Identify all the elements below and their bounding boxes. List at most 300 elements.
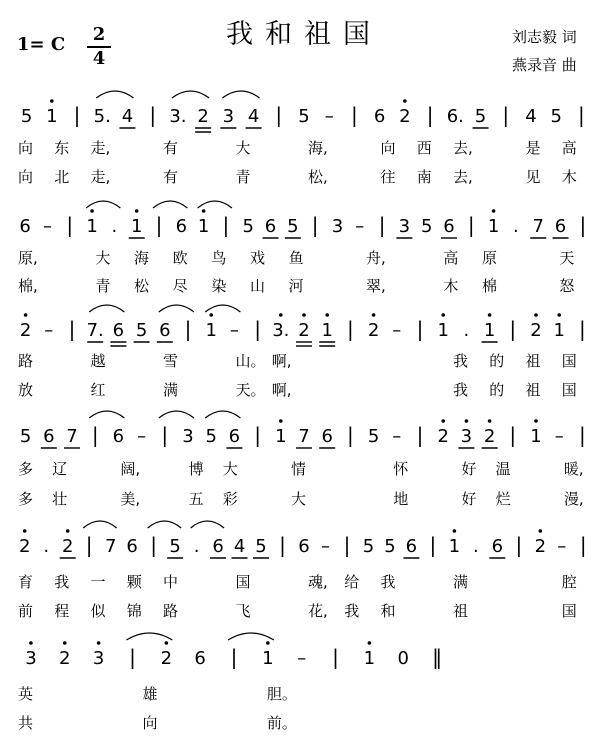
lyric-verse1: 向	[380, 139, 396, 157]
lyric-verse2: 松	[134, 277, 150, 295]
lyric-verse1: 我	[453, 352, 469, 370]
barline: |	[579, 533, 587, 557]
slur	[228, 633, 274, 640]
key-signature: 1= C	[17, 34, 66, 55]
barline: |	[311, 213, 319, 237]
octave-dot	[24, 313, 28, 317]
note: 2	[298, 320, 310, 341]
note: 5.	[93, 106, 111, 127]
note: 3	[222, 106, 235, 127]
note: 5	[362, 536, 375, 557]
lyric-verse1: 高	[443, 249, 459, 267]
lyric-verse2: 花,	[308, 602, 328, 620]
octave-dot	[488, 419, 492, 423]
lyric-verse2: 大	[290, 490, 306, 508]
lyric-verse2: 锦	[126, 602, 142, 620]
lyric-verse1: 欧	[172, 249, 188, 267]
lyric-verse2: 和	[380, 602, 396, 620]
note: 4	[247, 106, 260, 127]
slur	[172, 91, 209, 98]
octave-dot	[302, 313, 306, 317]
barline: |	[579, 213, 587, 237]
note: –	[320, 536, 330, 557]
barline: |	[129, 645, 136, 669]
lyric-verse1: 国	[235, 573, 251, 591]
note: 2	[160, 648, 173, 669]
lyric-verse2: 向	[18, 168, 34, 186]
lyric-verse1: 胆。	[266, 685, 297, 703]
note: 7.	[86, 320, 104, 341]
lyric-verse1: 走,	[90, 139, 111, 157]
barline: |	[579, 317, 586, 341]
slur	[89, 411, 124, 418]
barline: |	[149, 103, 157, 127]
lyric-verse1: 大	[95, 249, 111, 267]
note: 3.	[272, 320, 290, 341]
note: .	[111, 216, 118, 237]
lyric-verse2: 烂	[495, 490, 511, 508]
lyric-verse2: 天。	[235, 381, 266, 399]
slur	[222, 91, 259, 98]
lyric-verse2: 飞	[235, 602, 251, 620]
note: 2	[197, 106, 209, 127]
slur	[159, 305, 194, 312]
lyric-verse2: 前	[18, 602, 34, 620]
lyric-verse1: 是	[525, 139, 541, 157]
lyric-verse1: 越	[90, 352, 106, 370]
barline: |	[509, 317, 517, 341]
barline: |	[426, 103, 434, 127]
lyric-verse2: 程	[54, 602, 70, 620]
lyric-verse1: 一	[90, 573, 106, 591]
lyric-verse1: 鸟	[211, 249, 227, 267]
lyric-verse1: 祖	[525, 352, 541, 370]
note: –	[554, 426, 564, 447]
note: –	[557, 536, 567, 557]
lyric-verse2: 见	[525, 168, 541, 186]
note: 4	[525, 106, 537, 127]
note: 2	[367, 320, 380, 341]
note: –	[297, 648, 307, 669]
octave-dot	[97, 641, 101, 645]
octave-dot	[266, 641, 270, 645]
note: 2	[61, 536, 74, 557]
octave-dot	[325, 313, 329, 317]
barline: |	[161, 423, 169, 447]
lyric-verse2: 祖	[525, 381, 541, 399]
octave-dot	[441, 313, 445, 317]
lyric-verse2: 我	[453, 381, 469, 399]
composer-credit: 燕录音 曲	[512, 56, 577, 74]
lyric-verse1: 国	[561, 352, 577, 370]
lyricist-credit: 刘志毅 词	[512, 28, 577, 46]
note: 1	[437, 320, 449, 341]
note: 4	[121, 106, 134, 127]
lyric-verse1: 鱼	[288, 249, 304, 267]
note: –	[229, 320, 239, 341]
barline: |	[275, 103, 283, 127]
note: 1	[487, 216, 500, 237]
barline: |	[343, 533, 351, 557]
lyric-verse2: 共	[18, 714, 34, 732]
lyric-verse2: 河	[288, 277, 304, 295]
note: 5	[242, 216, 254, 237]
slur	[83, 521, 116, 528]
note: 7	[532, 216, 544, 237]
note: 2	[19, 536, 31, 557]
lyric-verse2: 染	[211, 277, 227, 295]
lyric-verse1: 向	[18, 139, 34, 157]
lyric-verse2: 美,	[120, 490, 141, 508]
note: 6	[491, 536, 504, 557]
note: 5	[20, 106, 33, 127]
barline: |	[230, 645, 238, 669]
note: 2	[534, 536, 547, 557]
lyric-verse2: 我	[344, 602, 360, 620]
note: 2	[399, 106, 411, 127]
note: –	[42, 216, 52, 237]
lyric-verse2: 棉,	[18, 277, 38, 295]
barline: ‖	[432, 645, 443, 669]
note: 1	[275, 426, 287, 447]
lyric-verse1: 有	[163, 139, 179, 157]
lyric-verse1: 阔,	[120, 460, 141, 478]
lyric-verse2: 棉	[482, 277, 498, 295]
octave-dot	[557, 313, 561, 317]
note: 6	[443, 216, 455, 237]
lyric-verse1: 海	[134, 249, 150, 267]
barline: |	[150, 533, 158, 557]
barline: |	[579, 423, 586, 447]
note: 1	[46, 106, 58, 127]
slur	[96, 91, 133, 98]
barline: |	[378, 213, 386, 237]
slur	[205, 411, 240, 418]
barline: |	[429, 533, 437, 557]
lyric-verse2: 漫,	[563, 490, 584, 508]
lyric-verse1: 大	[235, 139, 251, 157]
lyric-verse2: 山	[250, 277, 266, 295]
lyric-verse2: 北	[54, 168, 70, 186]
lyric-verse2: 啊,	[271, 381, 292, 399]
lyric-verse1: 舟,	[366, 249, 386, 267]
note: 0	[397, 648, 409, 669]
time-bottom: 4	[92, 48, 106, 69]
lyric-verse1: 温	[495, 460, 511, 478]
time-top: 2	[92, 24, 106, 45]
octave-dot	[66, 529, 70, 533]
lyric-verse2: 有	[163, 168, 179, 186]
lyric-verse2: 多	[18, 490, 34, 508]
lyric-verse1: 育	[18, 573, 34, 591]
lyric-verse1: 啊,	[271, 352, 292, 370]
lyric-verse1: 给	[344, 573, 360, 591]
lyric-verse1: 腔	[561, 573, 577, 591]
lyric-verse1: 中	[163, 573, 179, 591]
barline: |	[416, 317, 424, 341]
barline: |	[91, 423, 99, 447]
lyric-verse1: 我	[380, 573, 396, 591]
lyric-verse1: 的	[489, 352, 505, 370]
note: .	[463, 320, 470, 341]
lyric-verse1: 大	[222, 460, 238, 478]
barline: |	[155, 213, 163, 237]
octave-dot	[202, 209, 206, 213]
note: –	[392, 320, 402, 341]
lyric-verse2: 怒	[559, 277, 575, 295]
lyric-verse1: 路	[18, 352, 34, 370]
lyric-verse1: 去,	[453, 139, 473, 157]
note: 1	[530, 426, 542, 447]
lyric-verse1: 雪	[163, 352, 179, 370]
note: 3	[25, 648, 37, 669]
note: 6	[159, 320, 171, 341]
lyric-verse2: 往	[380, 168, 396, 186]
note: 7	[104, 536, 117, 557]
note: 5	[420, 216, 433, 237]
barline: |	[332, 645, 339, 669]
note: 6	[175, 216, 188, 237]
note: 6	[264, 216, 277, 237]
lyric-verse2: 向	[142, 714, 158, 732]
octave-dot	[488, 313, 492, 317]
note: 6	[554, 216, 567, 237]
lyric-verse2: 松,	[308, 168, 328, 186]
lyric-verse1: 多	[18, 460, 34, 478]
barline: |	[347, 317, 354, 341]
lyric-verse2: 木	[443, 277, 459, 295]
lyric-verse2: 南	[416, 168, 432, 186]
lyric-verse2: 似	[90, 602, 106, 620]
lyric-verse2: 木	[561, 168, 577, 186]
note: 6	[212, 536, 224, 557]
lyric-verse1: 西	[416, 139, 432, 157]
note: 5	[298, 106, 310, 127]
barline: |	[351, 103, 358, 127]
note: 1	[483, 320, 496, 341]
lyric-verse1: 高	[561, 139, 577, 157]
lyric-verse2: 五	[188, 490, 204, 508]
note: 1	[262, 648, 274, 669]
slur	[198, 201, 232, 208]
note: –	[324, 106, 334, 127]
lyric-verse1: 戏	[250, 249, 266, 267]
octave-dot	[29, 641, 33, 645]
lyric-verse1: 东	[54, 139, 70, 157]
note: 7	[66, 426, 78, 447]
barline: |	[184, 317, 192, 341]
slur	[191, 521, 224, 528]
octave-dot	[538, 529, 542, 533]
lyric-verse2: 放	[18, 381, 34, 399]
lyric-verse1: 原,	[18, 249, 38, 267]
lyric-verse2: 青	[95, 277, 111, 295]
slur	[159, 411, 194, 418]
note: 3	[182, 426, 194, 447]
lyric-verse2: 去,	[453, 168, 473, 186]
note: 7	[298, 426, 310, 447]
octave-dot	[465, 419, 469, 423]
octave-dot	[165, 641, 169, 645]
lyric-verse1: 雄	[142, 685, 158, 703]
note: 6	[43, 426, 55, 447]
note: 2	[437, 426, 449, 447]
barline: |	[509, 423, 517, 447]
note: 1	[205, 320, 217, 341]
slur	[86, 201, 120, 208]
octave-dot	[23, 529, 27, 533]
note: 6	[112, 320, 125, 341]
lyric-verse2: 的	[489, 381, 505, 399]
note: 6	[405, 536, 418, 557]
lyric-verse2: 彩	[222, 490, 238, 508]
lyric-verse2: 祖	[453, 602, 469, 620]
note: .	[513, 216, 519, 237]
lyric-verse1: 博	[188, 460, 204, 478]
note: 1	[363, 648, 376, 669]
barline: |	[502, 103, 510, 127]
lyric-verse2: 壮	[52, 490, 68, 508]
lyric-verse1: 海,	[308, 139, 328, 157]
octave-dot	[441, 419, 445, 423]
barline: |	[416, 423, 424, 447]
octave-dot	[63, 641, 67, 645]
note: 5	[550, 106, 562, 127]
lyric-verse1: 天	[559, 249, 575, 267]
octave-dot	[534, 419, 538, 423]
octave-dot	[209, 313, 213, 317]
lyric-verse1: 辽	[52, 460, 68, 478]
note: 3	[398, 216, 411, 237]
lyric-verse1: 英	[18, 685, 34, 703]
slur	[126, 633, 172, 640]
octave-dot	[492, 209, 496, 213]
octave-dot	[453, 529, 457, 533]
octave-dot	[50, 99, 54, 103]
lyric-verse1: 好	[461, 460, 477, 478]
octave-dot	[368, 641, 372, 645]
note: 5	[169, 536, 181, 557]
note: 1	[197, 216, 210, 237]
barline: |	[222, 213, 230, 237]
barline: |	[73, 103, 81, 127]
slur	[89, 305, 124, 312]
note: 6	[19, 216, 31, 237]
note: 6	[298, 536, 310, 557]
lyric-verse2: 翠,	[366, 277, 386, 295]
octave-dot	[135, 209, 139, 213]
slur	[148, 521, 181, 528]
barline: |	[68, 317, 76, 341]
lyric-verse2: 国	[561, 381, 577, 399]
lyric-verse1: 山。	[235, 352, 266, 370]
note: .	[193, 536, 200, 557]
song-title: 我和祖国	[226, 19, 382, 50]
lyric-verse2: 走,	[90, 168, 111, 186]
octave-dot	[403, 99, 407, 103]
lyric-verse1: 我	[54, 573, 70, 591]
barline: |	[66, 213, 74, 237]
note: 5	[474, 106, 487, 127]
note: 6	[112, 426, 125, 447]
octave-dot	[90, 209, 94, 213]
note: 6	[194, 648, 206, 669]
note: 6	[373, 106, 386, 127]
slur	[205, 305, 240, 312]
lyric-verse1: 怀	[393, 460, 409, 478]
lyric-verse2: 地	[393, 490, 409, 508]
barline: |	[279, 533, 286, 557]
lyric-verse2: 红	[90, 381, 106, 399]
note: 5	[135, 320, 148, 341]
note: –	[355, 216, 365, 237]
barline: |	[515, 533, 523, 557]
note: 5	[287, 216, 299, 237]
lyric-verse2: 青	[235, 168, 251, 186]
barline: |	[254, 423, 261, 447]
lyric-verse1: 魂,	[308, 573, 328, 591]
note: .	[472, 536, 479, 557]
note: –	[44, 320, 54, 341]
note: 6	[228, 426, 241, 447]
note: 2	[59, 648, 71, 669]
note: 3	[460, 426, 473, 447]
note: 1	[553, 320, 565, 341]
note: –	[137, 426, 147, 447]
octave-dot	[372, 313, 376, 317]
barline: |	[467, 213, 475, 237]
barline: |	[578, 103, 585, 127]
lyric-verse2: 国	[561, 602, 577, 620]
note: 4	[233, 536, 246, 557]
note: 1	[130, 216, 143, 237]
note: 5	[255, 536, 267, 557]
note: 6	[126, 536, 138, 557]
barline: |	[254, 317, 261, 341]
octave-dot	[279, 313, 283, 317]
barline: |	[347, 423, 354, 447]
note: 3	[331, 216, 344, 237]
note: 5	[367, 426, 380, 447]
note: 2	[530, 320, 542, 341]
note: .	[43, 536, 50, 557]
lyric-verse1: 情	[290, 460, 306, 478]
note: 6.	[446, 106, 464, 127]
note: 1	[321, 320, 333, 341]
note: 3	[92, 648, 105, 669]
lyric-verse1: 暖,	[563, 460, 584, 478]
octave-dot	[279, 419, 283, 423]
barline: |	[85, 533, 93, 557]
lyric-verse1: 颗	[126, 573, 142, 591]
note: 5	[19, 426, 32, 447]
note: 2	[19, 320, 32, 341]
note: –	[392, 426, 402, 447]
lyric-verse1: 原	[482, 249, 498, 267]
lyric-verse2: 路	[163, 602, 179, 620]
note: 3.	[169, 106, 187, 127]
note: 2	[483, 426, 496, 447]
note: 5	[384, 536, 396, 557]
lyric-verse2: 尽	[172, 277, 188, 295]
octave-dot	[534, 313, 538, 317]
note: 1	[448, 536, 461, 557]
lyric-verse2: 好	[461, 490, 477, 508]
note: 5	[205, 426, 217, 447]
note: 6	[321, 426, 333, 447]
lyric-verse1: 满	[453, 573, 469, 591]
lyric-verse2: 满	[163, 381, 179, 399]
